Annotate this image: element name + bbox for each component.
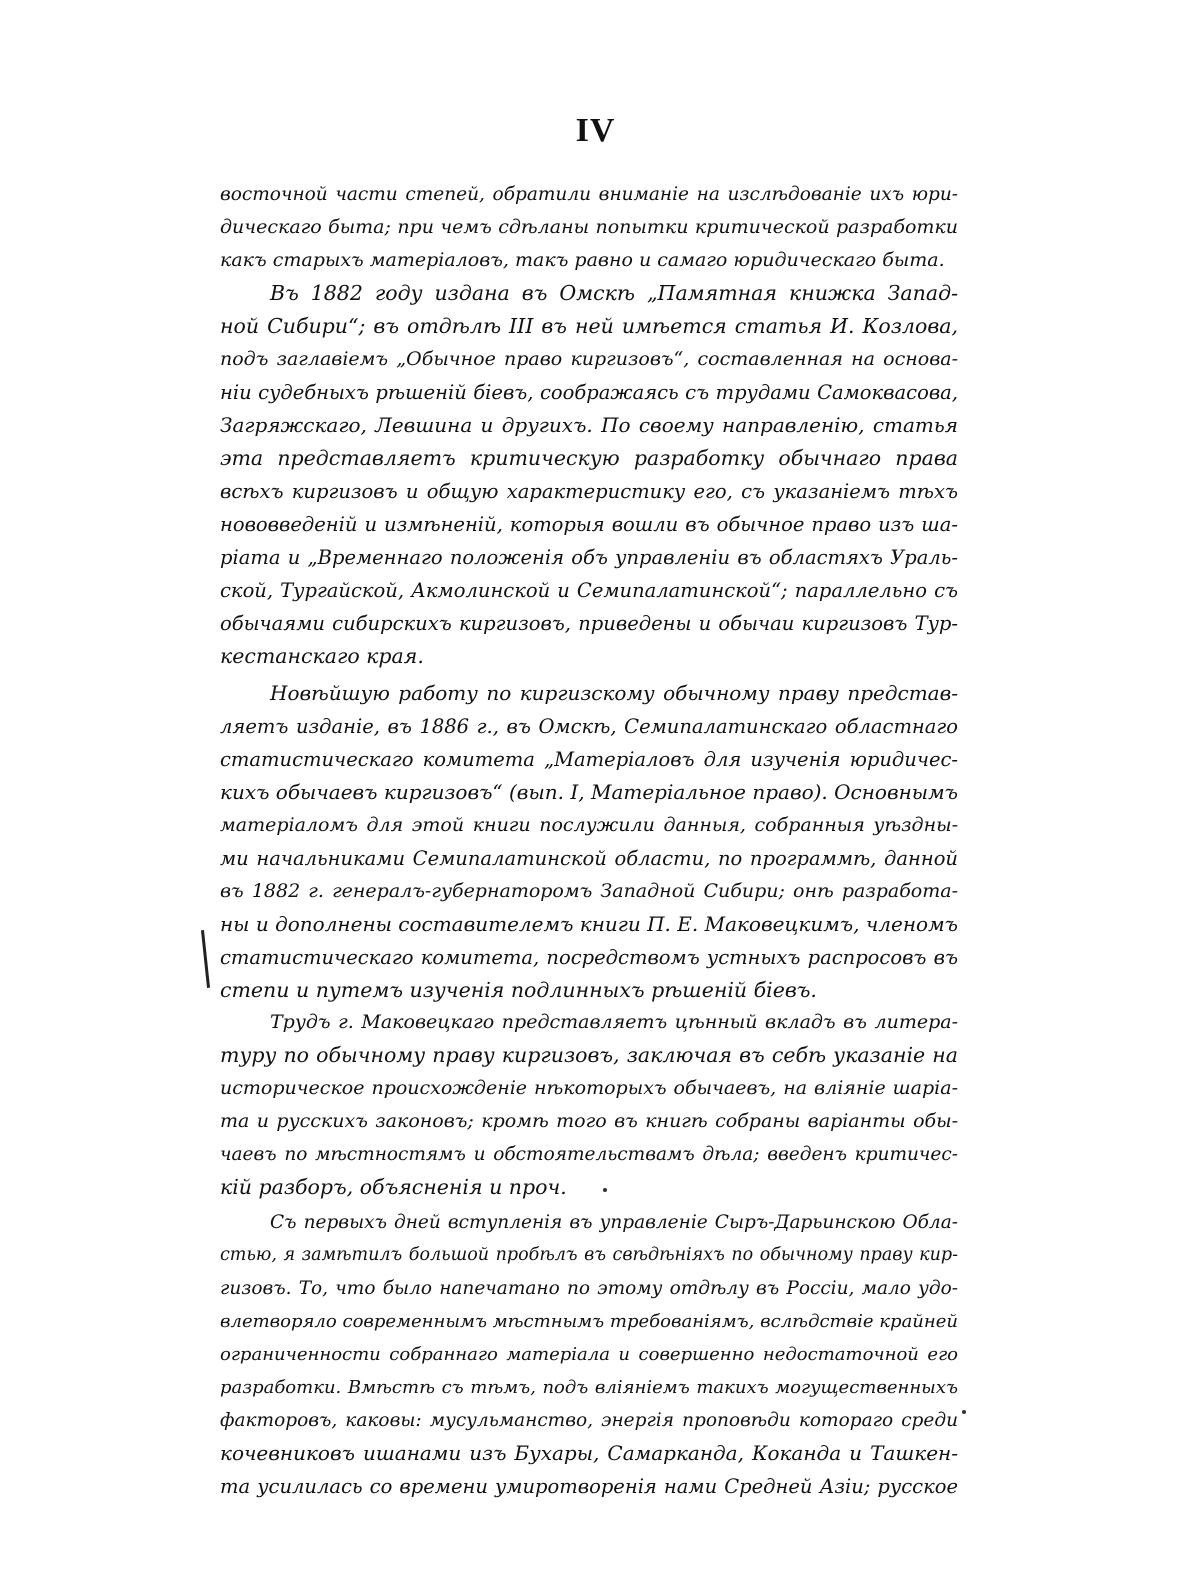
text-line: статистическаго комитета, посредствомъ устныхъ распросовъ въ — [220, 946, 958, 969]
paragraph-2 — [220, 677, 958, 1007]
text-line: статистическаго комитета „Матеріаловъ для изученія юридичес- — [220, 748, 958, 771]
text-line: гизовъ. То, что было напечатано по этому отдѣлу въ Россіи, мало удо- — [220, 1278, 958, 1299]
text-line: кочевниковъ ишанами изъ Бухары, Самарканда, Коканда и Ташкен- — [220, 1441, 958, 1465]
text-line: факторовъ, каковы: мусульманство, энергія проповѣди котораго среди — [220, 1410, 958, 1431]
text-line: ной Сибири“; въ отдѣлѣ III въ ней имѣется статья И. Козлова, — [220, 314, 958, 338]
paragraph-1 — [220, 178, 958, 673]
paragraph-3 — [220, 1006, 958, 1204]
page-number: IV — [575, 112, 616, 149]
text-line: разработки. Вмѣстѣ съ тѣмъ, подъ вліяніемъ такихъ могущественныхъ — [220, 1377, 958, 1398]
text-line: какъ старыхъ матеріаловъ, такъ равно и самаго юридическаго быта. — [220, 249, 945, 271]
text-line: въ 1882 г. генералъ-губернаторомъ Западной Сибири; онѣ разработа- — [220, 880, 958, 902]
text-line: подъ заглавіемъ „Обычное право киргизовъ“, составленная на основа- — [220, 348, 958, 370]
text-line: ріата и „Временнаго положенія объ управленіи въ областяхъ Ураль- — [220, 546, 958, 569]
text-line: кій разборъ, объясненія и проч. — [220, 1175, 567, 1199]
text-line: кестанскаго края. — [220, 644, 424, 668]
text-line: кихъ обычаевъ киргизовъ“ (вып. I, Матеріальное право). Основнымъ — [220, 780, 958, 804]
text-line: Новѣйшую работу по киргизскому обычному праву представ- — [270, 681, 958, 705]
text-line: дическаго быта; при чемъ сдѣланы попытки критической разработки — [220, 216, 958, 238]
text-line: стью, я замѣтилъ большой пробѣлъ въ свѣдѣніяхъ по обычному праву кир- — [220, 1245, 958, 1265]
text-line: влетворяло современнымъ мѣстнымъ требованіямъ, вслѣдствіе крайней — [220, 1311, 958, 1332]
text-line: степи и путемъ изученія подлинныхъ рѣшеній біевъ. — [220, 978, 817, 1002]
ink-speck — [603, 1188, 607, 1192]
text-line: ограниченности собраннаго матеріала и совершенно недостаточной его — [220, 1344, 958, 1365]
text-line: Трудъ г. Маковецкаго представляетъ цѣнный вкладъ въ литера- — [270, 1011, 958, 1033]
text-line: нововведеній и измѣненій, которыя вошли въ обычное право изъ ша- — [220, 513, 958, 536]
text-line: Съ первыхъ дней вступленія въ управленіе Сыръ-Дарьинскою Обла- — [270, 1212, 958, 1233]
text-line: Загряжскаго, Левшина и другихъ. По своему направленію, статья — [220, 413, 958, 437]
text-line: чаевъ по мѣстностямъ и обстоятельствамъ дѣла; введенъ критичес- — [220, 1144, 958, 1165]
text-line: эта представляетъ критическую разработку обычнаго права — [220, 446, 958, 470]
text-line: та и русскихъ законовъ; кромѣ того въ книгѣ собраны варіанты обы- — [220, 1110, 958, 1132]
text-line: обычаями сибирскихъ киргизовъ, приведены и обычаи киргизовъ Тур- — [220, 612, 958, 635]
paragraph-4 — [220, 1206, 958, 1503]
text-line: историческое происхожденіе нѣкоторыхъ обычаевъ, на вліяніе шаріа- — [220, 1077, 958, 1099]
margin-pencil-mark — [201, 930, 210, 988]
text-line: восточной части степей, обратили вниманіе на изслѣдованіе ихъ юри- — [220, 184, 958, 205]
text-line: ны и дополнены составителемъ книги П. Е. Маковецкимъ, членомъ — [220, 912, 958, 936]
text-line: всѣхъ киргизовъ и общую характеристику его, съ указаніемъ тѣхъ — [220, 480, 958, 503]
text-line: туру по обычному праву киргизовъ, заключая въ себѣ указаніе на — [220, 1043, 958, 1067]
text-line: ніи судебныхъ рѣшеній біевъ, соображаясь съ трудами Самоквасова, — [220, 381, 958, 404]
text-line: ляетъ изданіе, въ 1886 г., въ Омскѣ, Семипалатинскаго областнаго — [220, 715, 958, 738]
ink-speck — [962, 1410, 966, 1414]
text-line: Въ 1882 году издана въ Омскѣ „Памятная книжка Запад- — [270, 281, 958, 305]
text-line: та усилилась со времени умиротворенія нами Средней Азіи; русское — [220, 1475, 958, 1498]
text-line: ми начальниками Семипалатинской области, по программѣ, данной — [220, 847, 958, 870]
text-line: ской, Тургайской, Акмолинской и Семипалатинской“; параллельно съ — [220, 579, 958, 602]
text-line: матеріаломъ для этой книги послужили данныя, собранныя уѣздны- — [220, 814, 958, 836]
